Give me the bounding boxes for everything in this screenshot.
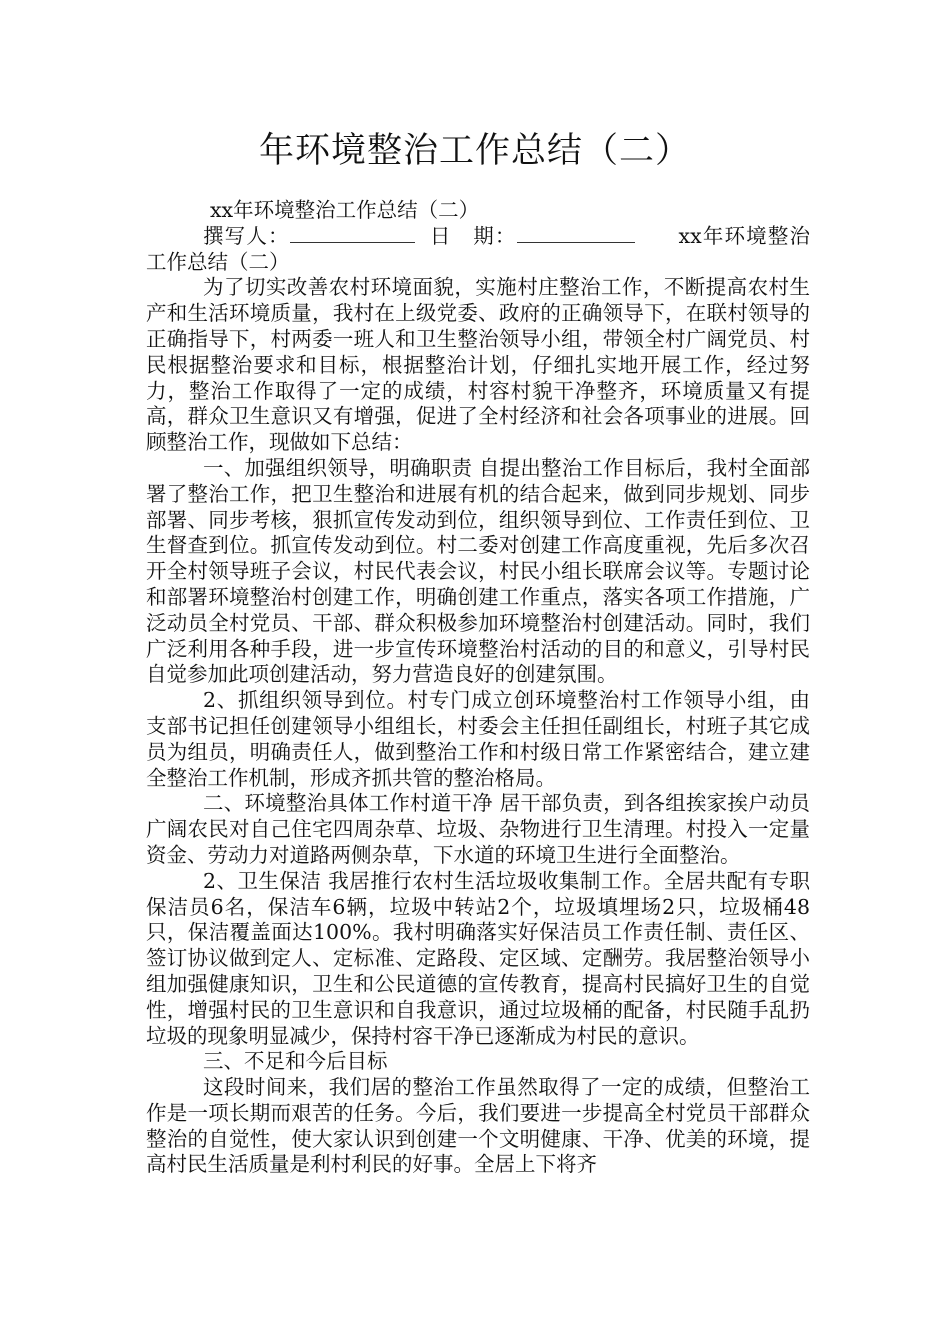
date-label: 日 期： (428, 223, 517, 248)
author-blank (290, 224, 415, 243)
date-blank (517, 224, 635, 243)
author-label: 撰写人： (203, 223, 290, 248)
paragraph: 2、卫生保洁 我居推行农村生活垃圾收集制工作。全居共配有专职保洁员6名，保洁车6辆，垃圾中转站2个，垃圾填埋场2只，垃圾桶48只，保洁覆盖面达100%。我村明确落实好保洁员工作责任制、责任区、签订协议做到定人、定标准、定路段、定区域、定酬劳。我居整治领导小组加强健康知识，卫生和公民道德的宣传教育，提高村民搞好卫生的自觉性，增强村民的卫生意识和自我意识，通过垃圾桶的配备，村民随手乱扔垃圾的现象明显减少，保持村容干净已逐渐成为村民的意识。 (146, 868, 810, 1048)
paragraph: 2、抓组织领导到位。村专门成立创环境整治村工作领导小组，由支部书记担任创建领导小组组长，村委会主任担任副组长，村班子其它成员为组员，明确责任人，做到整治工作和村级日常工作紧密结合，建立建全整治工作机制，形成齐抓共管的整治格局。 (146, 688, 810, 790)
paragraph: 为了切实改善农村环境面貌，实施村庄整治工作，不断提高农村生产和生活环境质量，我村在上级党委、政府的正确领导下，在联村领导的正确指导下，村两委一班人和卫生整治领导小组，带领全村广阔党员、村民根据整治要求和目标，根据整治计划，仔细扎实地开展工作，经过努力，整治工作取得了一定的成绩，村容村貌干净整齐，环境质量又有提高，群众卫生意识又有增强，促进了全村经济和社会各项事业的进展。回顾整治工作，现做如下总结： (146, 275, 810, 455)
paragraph: 一、加强组织领导，明确职责 自提出整治工作目标后，我村全面部署了整治工作，把卫生整治和进展有机的结合起来，做到同步规划、同步部署、同步考核，狠抓宣传发动到位，组织领导到位、工作责任到位、卫生督查到位。抓宣传发动到位。村二委对创建工作高度重视，先后多次召开全村领导班子会议，村民代表会议，村民小组长联席会议等。专题讨论和部署环境整治村创建工作，明确创建工作重点，落实各项工作措施，广泛动员全村党员、干部、群众积极参加环境整治村创建活动。同时，我们广泛利用各种手段，进一步宣传环境整治村活动的目的和意义，引导村民自觉参加此项创建活动，努力营造良好的创建氛围。 (146, 455, 810, 687)
author-date-line (146, 224, 810, 276)
section-heading: 三、不足和今后目标 (203, 1049, 388, 1074)
document-body (146, 198, 810, 1178)
document-title: 年环境整治工作总结（二） (258, 131, 691, 171)
paragraph: 这段时间来，我们居的整治工作虽然取得了一定的成绩，但整治工作是一项长期而艰苦的任务。今后，我们要进一步提高全村党员干部群众整治的自觉性，使大家认识到创建一个文明健康、干净、优美的环境，提高村民生活质量是利村利民的好事。全居上下将齐 (146, 1075, 810, 1177)
document-subtitle: xx年环境整治工作总结（二） (210, 198, 480, 222)
header-repeat-title: xx年环境整治工作总结（二） (146, 223, 811, 274)
paragraph: 二、环境整治具体工作村道干净 居干部负责，到各组挨家挨户动员广阔农民对自己住宅四周杂草、垃圾、杂物进行卫生清理。村投入一定量资金、劳动力对道路两侧杂草，下水道的环境卫生进行全面整治。 (146, 791, 810, 867)
